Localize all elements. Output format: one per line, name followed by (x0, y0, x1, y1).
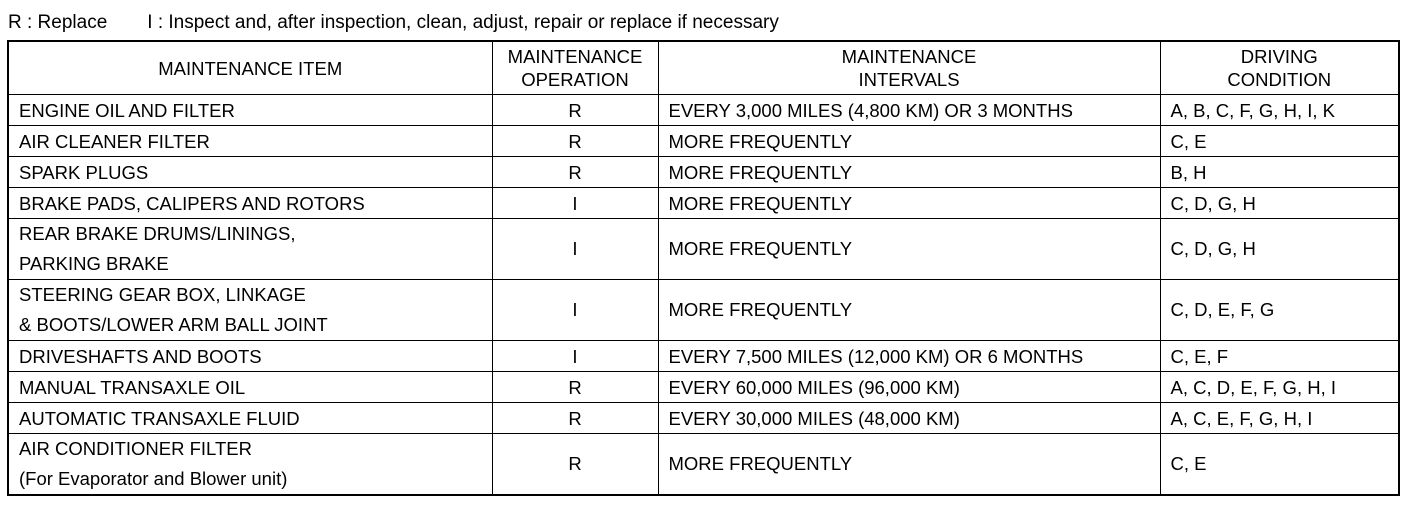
cell-maintenance-operation: R (492, 434, 658, 496)
cell-driving-condition: C, D, E, F, G (1160, 280, 1399, 341)
cell-maintenance-item (8, 341, 492, 372)
header-maintenance-item (8, 41, 492, 95)
cell-maintenance-item (8, 126, 492, 157)
cell-maintenance-item (8, 188, 492, 219)
item-line: DRIVESHAFTS AND BOOTS (19, 345, 262, 367)
table-row (8, 219, 1399, 280)
cell-maintenance-item (8, 280, 492, 341)
cell-driving-condition: A, C, E, F, G, H, I (1160, 403, 1399, 434)
header-line: OPERATION (521, 69, 629, 90)
header-line: INTERVALS (858, 69, 960, 90)
cell-maintenance-operation: R (492, 157, 658, 188)
cell-maintenance-interval: EVERY 3,000 MILES (4,800 KM) OR 3 MONTHS (658, 95, 1160, 126)
legend-inspect: I : Inspect and, after inspection, clean, adjust, repair or replace if necessary (147, 12, 779, 33)
cell-maintenance-item (8, 219, 492, 280)
legend (8, 12, 779, 34)
header-line: DRIVING (1240, 46, 1318, 67)
header-line: CONDITION (1227, 69, 1332, 90)
table-row (8, 403, 1399, 434)
table-row (8, 95, 1399, 126)
cell-driving-condition: C, D, G, H (1160, 188, 1399, 219)
cell-maintenance-interval: MORE FREQUENTLY (658, 219, 1160, 280)
table-row (8, 372, 1399, 403)
table-row (8, 280, 1399, 341)
cell-driving-condition: C, E (1160, 434, 1399, 496)
cell-maintenance-item (8, 434, 492, 496)
table-row (8, 341, 1399, 372)
table-row (8, 126, 1399, 157)
cell-maintenance-operation: R (492, 372, 658, 403)
maintenance-table (7, 40, 1400, 496)
cell-maintenance-interval: EVERY 7,500 MILES (12,000 KM) OR 6 MONTHS (658, 341, 1160, 372)
item-line: ENGINE OIL AND FILTER (19, 99, 235, 121)
cell-maintenance-item (8, 95, 492, 126)
table-row (8, 157, 1399, 188)
cell-maintenance-interval: MORE FREQUENTLY (658, 157, 1160, 188)
cell-maintenance-interval: MORE FREQUENTLY (658, 280, 1160, 341)
item-line: & BOOTS/LOWER ARM BALL JOINT (19, 314, 328, 335)
table-row (8, 434, 1399, 496)
cell-driving-condition: A, B, C, F, G, H, I, K (1160, 95, 1399, 126)
cell-maintenance-interval: MORE FREQUENTLY (658, 434, 1160, 496)
item-line: STEERING GEAR BOX, LINKAGE (19, 284, 306, 305)
cell-driving-condition: B, H (1160, 157, 1399, 188)
cell-maintenance-operation: I (492, 341, 658, 372)
cell-maintenance-interval: MORE FREQUENTLY (658, 188, 1160, 219)
item-line: PARKING BRAKE (19, 253, 169, 274)
cell-driving-condition: C, E (1160, 126, 1399, 157)
cell-maintenance-interval: EVERY 30,000 MILES (48,000 KM) (658, 403, 1160, 434)
cell-maintenance-operation: I (492, 188, 658, 219)
cell-driving-condition: C, D, G, H (1160, 219, 1399, 280)
cell-maintenance-operation: I (492, 280, 658, 341)
cell-maintenance-interval: MORE FREQUENTLY (658, 126, 1160, 157)
cell-maintenance-operation: R (492, 126, 658, 157)
item-line: AUTOMATIC TRANSAXLE FLUID (19, 407, 300, 429)
table-header-row (8, 41, 1399, 95)
header-line: MAINTENANCE (507, 46, 643, 67)
item-line: REAR BRAKE DRUMS/LININGS, (19, 223, 296, 244)
table-body (8, 95, 1399, 496)
item-line: SPARK PLUGS (19, 161, 149, 183)
item-line: AIR CLEANER FILTER (19, 130, 210, 152)
item-line: MANUAL TRANSAXLE OIL (19, 376, 246, 398)
cell-maintenance-interval: EVERY 60,000 MILES (96,000 KM) (658, 372, 1160, 403)
cell-maintenance-operation: I (492, 219, 658, 280)
table-row (8, 188, 1399, 219)
cell-driving-condition: A, C, D, E, F, G, H, I (1160, 372, 1399, 403)
cell-driving-condition: C, E, F (1160, 341, 1399, 372)
header-driving-condition (1160, 41, 1399, 95)
cell-maintenance-item (8, 372, 492, 403)
cell-maintenance-item (8, 403, 492, 434)
cell-maintenance-item (8, 157, 492, 188)
item-line: AIR CONDITIONER FILTER (19, 438, 252, 459)
header-maintenance-intervals (658, 41, 1160, 95)
item-line: (For Evaporator and Blower unit) (19, 468, 288, 489)
cell-maintenance-operation: R (492, 403, 658, 434)
header-line: MAINTENANCE ITEM (158, 57, 343, 79)
item-line: BRAKE PADS, CALIPERS AND ROTORS (19, 192, 365, 214)
header-line: MAINTENANCE (841, 46, 977, 67)
legend-replace: R : Replace (8, 12, 108, 33)
header-maintenance-operation (492, 41, 658, 95)
cell-maintenance-operation: R (492, 95, 658, 126)
